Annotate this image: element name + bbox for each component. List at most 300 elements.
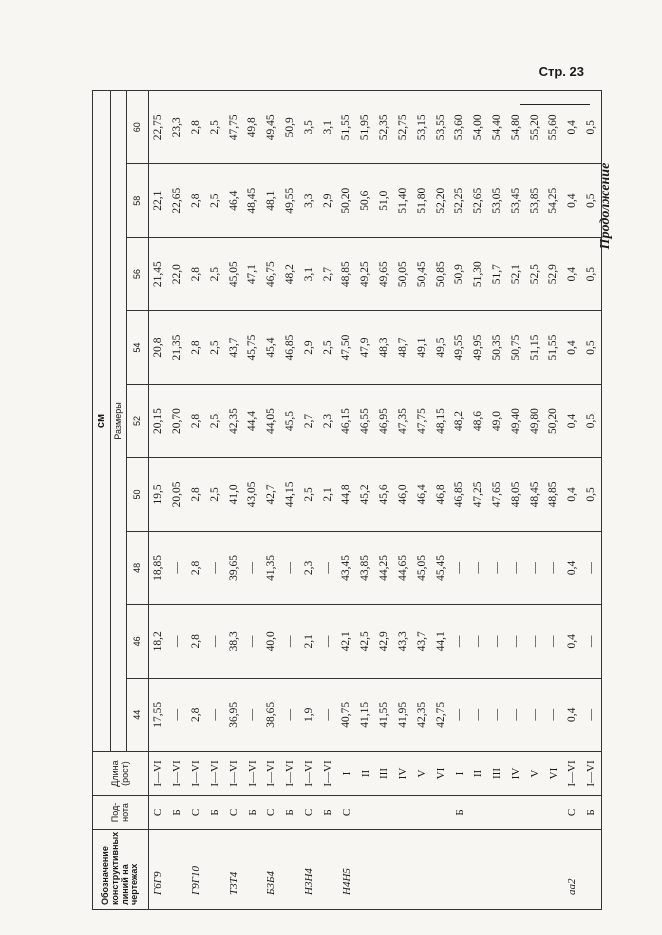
value-cell: — [281,678,300,751]
dlina-cell: IV [507,752,526,796]
value-cell: 2,9 [300,311,319,384]
value-cell: 47,35 [394,384,413,457]
value-cell: 50,05 [394,237,413,310]
value-cell: 52,65 [469,164,488,237]
podnota-cell: Б [281,796,300,830]
value-cell: — [507,605,526,678]
value-cell: 51,80 [413,164,432,237]
size-header: 58 [127,164,149,237]
value-cell: 48,45 [525,458,544,531]
value-cell: 54,40 [488,91,507,165]
value-cell: 49,45 [262,91,281,165]
designation-cell: Г9Г10 [187,830,206,910]
dlina-cell: I—VI [300,752,319,796]
size-header: 50 [127,458,149,531]
dlina-cell: V [525,752,544,796]
value-cell: 21,45 [149,237,169,310]
value-cell: 2,3 [319,384,338,457]
value-cell: 48,85 [337,237,356,310]
value-cell: 39,65 [224,531,243,604]
value-cell: 53,15 [413,91,432,165]
value-cell: 47,75 [224,91,243,165]
table-row [563,91,582,910]
value-cell: 53,05 [488,164,507,237]
value-cell: 46,95 [375,384,394,457]
value-cell: — [450,605,469,678]
value-cell: 51,95 [356,91,375,165]
value-cell: — [525,605,544,678]
value-cell: 52,1 [507,237,526,310]
podnota-cell [413,796,432,830]
value-cell: 43,7 [413,605,432,678]
table-row [319,91,338,910]
size-header: 54 [127,311,149,384]
size-header: 46 [127,605,149,678]
value-cell: — [243,605,262,678]
value-cell: 51,15 [525,311,544,384]
value-cell: — [469,531,488,604]
size-header: 48 [127,531,149,604]
value-cell: 53,60 [450,91,469,165]
value-cell: 44,1 [431,605,450,678]
value-cell: 53,55 [431,91,450,165]
value-cell: 45,2 [356,458,375,531]
value-cell: 50,75 [507,311,526,384]
value-cell: 2,8 [187,311,206,384]
value-cell: 50,6 [356,164,375,237]
value-cell: 48,45 [243,164,262,237]
size-header: 56 [127,237,149,310]
value-cell: — [206,531,225,604]
value-cell: 2,7 [300,384,319,457]
value-cell: 52,20 [431,164,450,237]
dlina-cell: I—VI [187,752,206,796]
podnota-cell [431,796,450,830]
value-cell: 49,55 [281,164,300,237]
value-cell: 2,5 [206,384,225,457]
value-cell: 44,05 [262,384,281,457]
value-cell: 48,3 [375,311,394,384]
value-cell: 43,7 [224,311,243,384]
value-cell: 42,9 [375,605,394,678]
podnota-cell: Б [168,796,187,830]
value-cell: — [281,531,300,604]
value-cell: 22,0 [168,237,187,310]
value-cell: 42,35 [224,384,243,457]
value-cell: 2,5 [206,458,225,531]
designation-cell [488,830,507,910]
value-cell: 2,3 [300,531,319,604]
podnota-cell [507,796,526,830]
value-cell: 52,9 [544,237,563,310]
value-cell: 41,95 [394,678,413,751]
value-cell: — [469,678,488,751]
podnota-header: Под-нота [93,796,149,830]
value-cell: 19,5 [149,458,169,531]
value-cell: 45,75 [243,311,262,384]
dlina-cell: I—VI [206,752,225,796]
value-cell: 2,8 [187,605,206,678]
table-row [375,91,394,910]
dlina-cell: III [375,752,394,796]
value-cell: 2,1 [319,458,338,531]
value-cell: — [168,678,187,751]
value-cell: 41,55 [375,678,394,751]
value-cell: 21,35 [168,311,187,384]
podnota-cell: С [187,796,206,830]
value-cell: 50,85 [431,237,450,310]
value-cell: 0,4 [563,91,582,165]
designation-cell [525,830,544,910]
value-cell: — [469,605,488,678]
value-cell: 54,25 [544,164,563,237]
table-row [450,91,469,910]
value-cell: 2,5 [206,164,225,237]
value-cell: 3,1 [319,91,338,165]
value-cell: 50,20 [337,164,356,237]
value-cell: 0,4 [563,311,582,384]
value-cell: — [243,531,262,604]
value-cell: 0,4 [563,237,582,310]
dlina-cell: I—VI [168,752,187,796]
value-cell: — [488,605,507,678]
dlina-cell: I—VI [224,752,243,796]
value-cell: 47,50 [337,311,356,384]
dlina-cell: II [469,752,488,796]
value-cell: 54,00 [469,91,488,165]
value-cell: 0,4 [563,164,582,237]
value-cell: 43,85 [356,531,375,604]
table-row [168,91,187,910]
value-cell: 3,5 [300,91,319,165]
value-cell: 49,8 [243,91,262,165]
podnota-cell: С [149,796,169,830]
value-cell: 38,3 [224,605,243,678]
designation-cell [544,830,563,910]
value-cell: 53,45 [507,164,526,237]
value-cell: 2,8 [187,91,206,165]
value-cell: 45,4 [262,311,281,384]
value-cell: 20,15 [149,384,169,457]
value-cell: — [582,531,602,604]
value-cell: 38,65 [262,678,281,751]
dlina-header: Длина (рост) [93,752,149,796]
value-cell: 49,55 [450,311,469,384]
value-cell: 2,8 [187,237,206,310]
value-cell: 23,3 [168,91,187,165]
rotated-table-container [92,90,602,910]
value-cell: — [544,531,563,604]
value-cell: 46,75 [262,237,281,310]
value-cell: — [243,678,262,751]
dlina-cell: I—VI [582,752,602,796]
designation-cell: Б3Б4 [262,830,281,910]
value-cell: 2,5 [206,91,225,165]
podnota-cell [356,796,375,830]
value-cell: 46,8 [431,458,450,531]
value-cell: 46,4 [413,458,432,531]
designation-cell [319,830,338,910]
value-cell: 41,0 [224,458,243,531]
value-cell: 42,5 [356,605,375,678]
value-cell: 50,9 [450,237,469,310]
value-cell: 2,8 [187,531,206,604]
designation-header: Обозначение конструктивных линий на чертежах [93,830,149,910]
value-cell: 2,5 [300,458,319,531]
table-row [413,91,432,910]
value-cell: 49,40 [507,384,526,457]
value-cell: 49,65 [375,237,394,310]
value-cell: — [281,605,300,678]
table-row [431,91,450,910]
designation-cell [356,830,375,910]
value-cell: 2,8 [187,458,206,531]
podnota-cell: С [563,796,582,830]
value-cell: 0,5 [582,458,602,531]
value-cell: 17,55 [149,678,169,751]
value-cell: 51,55 [544,311,563,384]
dlina-cell: I—VI [319,752,338,796]
designation-cell: аа2 [563,830,582,910]
value-cell: 41,35 [262,531,281,604]
value-cell: 44,8 [337,458,356,531]
table-row [224,91,243,910]
value-cell: 3,1 [300,237,319,310]
value-cell: 49,5 [431,311,450,384]
table-row [243,91,262,910]
value-cell: 20,05 [168,458,187,531]
table-row [206,91,225,910]
value-cell: 2,1 [300,605,319,678]
dlina-cell: III [488,752,507,796]
dlina-cell: I [337,752,356,796]
page-number: Стр. 23 [538,64,584,79]
value-cell: 0,4 [563,531,582,604]
value-cell: 50,45 [413,237,432,310]
value-cell: 18,85 [149,531,169,604]
dlina-cell: I—VI [563,752,582,796]
value-cell: 42,35 [413,678,432,751]
value-cell: 52,75 [394,91,413,165]
value-cell: 47,75 [413,384,432,457]
designation-cell [375,830,394,910]
designation-cell [431,830,450,910]
dlina-cell: I—VI [149,752,169,796]
size-header: 60 [127,91,149,165]
value-cell: 48,7 [394,311,413,384]
table-row [525,91,544,910]
value-cell: — [544,605,563,678]
value-cell: 51,0 [375,164,394,237]
podnota-cell: Б [319,796,338,830]
value-cell: 44,65 [394,531,413,604]
value-cell: — [319,605,338,678]
value-cell: 43,45 [337,531,356,604]
value-cell: — [450,678,469,751]
sizes-header: Размеры [111,91,127,752]
value-cell: 0,4 [563,384,582,457]
value-cell: 51,55 [337,91,356,165]
value-cell: 44,25 [375,531,394,604]
value-cell: 0,4 [563,458,582,531]
value-cell: 22,65 [168,164,187,237]
designation-cell [243,830,262,910]
value-cell: 52,35 [375,91,394,165]
designation-cell [394,830,413,910]
value-cell: 0,5 [582,237,602,310]
value-cell: 52,25 [450,164,469,237]
value-cell: 1,9 [300,678,319,751]
value-cell: 48,15 [431,384,450,457]
designation-cell [469,830,488,910]
podnota-cell [544,796,563,830]
podnota-cell [525,796,544,830]
value-cell: 49,80 [525,384,544,457]
value-cell: 0,5 [582,91,602,165]
table-row [544,91,563,910]
value-cell: 45,45 [431,531,450,604]
value-cell: 42,75 [431,678,450,751]
dlina-cell: I—VI [262,752,281,796]
value-cell: — [525,678,544,751]
sizes-table [92,90,602,910]
value-cell: — [507,531,526,604]
unit-header: см [93,91,111,752]
value-cell: 55,60 [544,91,563,165]
value-cell: 3,3 [300,164,319,237]
value-cell: 2,8 [187,164,206,237]
dlina-cell: I—VI [281,752,300,796]
value-cell: 53,85 [525,164,544,237]
value-cell: 43,05 [243,458,262,531]
podnota-cell: Б [243,796,262,830]
podnota-cell: С [300,796,319,830]
value-cell: 0,4 [563,605,582,678]
value-cell: 49,1 [413,311,432,384]
podnota-cell [375,796,394,830]
value-cell: 41,15 [356,678,375,751]
value-cell: 50,9 [281,91,300,165]
designation-cell [206,830,225,910]
value-cell: 45,6 [375,458,394,531]
dlina-cell: VI [431,752,450,796]
value-cell: 49,0 [488,384,507,457]
value-cell: 46,4 [224,164,243,237]
designation-cell [413,830,432,910]
value-cell: 2,5 [319,311,338,384]
table-row [187,91,206,910]
designation-cell [281,830,300,910]
table-row [469,91,488,910]
value-cell: 45,05 [413,531,432,604]
value-cell: 0,4 [563,678,582,751]
value-cell: — [582,605,602,678]
value-cell: 22,75 [149,91,169,165]
value-cell: 48,1 [262,164,281,237]
value-cell: — [319,678,338,751]
table-row [262,91,281,910]
value-cell: 47,65 [488,458,507,531]
value-cell: 36,95 [224,678,243,751]
value-cell: 45,5 [281,384,300,457]
value-cell: 42,7 [262,458,281,531]
value-cell: — [206,605,225,678]
size-header: 44 [127,678,149,751]
size-header: 52 [127,384,149,457]
dlina-cell: V [413,752,432,796]
value-cell: 20,70 [168,384,187,457]
designation-cell: Н4Н5 [337,830,356,910]
value-cell: 40,0 [262,605,281,678]
value-cell: 0,5 [582,384,602,457]
continuation-label: Продолжение [598,162,613,250]
value-cell: 20,8 [149,311,169,384]
value-cell: 2,9 [319,164,338,237]
value-cell: 48,2 [450,384,469,457]
value-cell: — [544,678,563,751]
table-row [337,91,356,910]
value-cell: 18,2 [149,605,169,678]
value-cell: 48,6 [469,384,488,457]
table-row [300,91,319,910]
dlina-cell: I [450,752,469,796]
table-row [149,91,169,910]
table-row [281,91,300,910]
value-cell: 46,55 [356,384,375,457]
value-cell: 47,9 [356,311,375,384]
value-cell: 51,40 [394,164,413,237]
value-cell: — [488,531,507,604]
value-cell: — [507,678,526,751]
value-cell: 54,80 [507,91,526,165]
designation-cell: Г6Г9 [149,830,169,910]
designation-cell: Н3Н4 [300,830,319,910]
podnota-cell [394,796,413,830]
value-cell: 50,35 [488,311,507,384]
value-cell: 51,30 [469,237,488,310]
table-row [356,91,375,910]
designation-cell [507,830,526,910]
table-row [394,91,413,910]
dlina-cell: VI [544,752,563,796]
value-cell: 48,2 [281,237,300,310]
value-cell: — [525,531,544,604]
value-cell: — [450,531,469,604]
value-cell: 47,25 [469,458,488,531]
value-cell: 0,5 [582,164,602,237]
dlina-cell: I—VI [243,752,262,796]
podnota-cell: Б [582,796,602,830]
value-cell: 47,1 [243,237,262,310]
value-cell: — [168,605,187,678]
value-cell: — [488,678,507,751]
podnota-cell: С [337,796,356,830]
value-cell: 44,4 [243,384,262,457]
table-row [488,91,507,910]
value-cell: 2,8 [187,678,206,751]
designation-cell [168,830,187,910]
value-cell: — [206,678,225,751]
value-cell: 55,20 [525,91,544,165]
value-cell: 22,1 [149,164,169,237]
value-cell: 46,0 [394,458,413,531]
value-cell: 50,20 [544,384,563,457]
value-cell: 43,3 [394,605,413,678]
value-cell: 45,05 [224,237,243,310]
podnota-cell: С [224,796,243,830]
value-cell: 44,15 [281,458,300,531]
designation-cell [450,830,469,910]
